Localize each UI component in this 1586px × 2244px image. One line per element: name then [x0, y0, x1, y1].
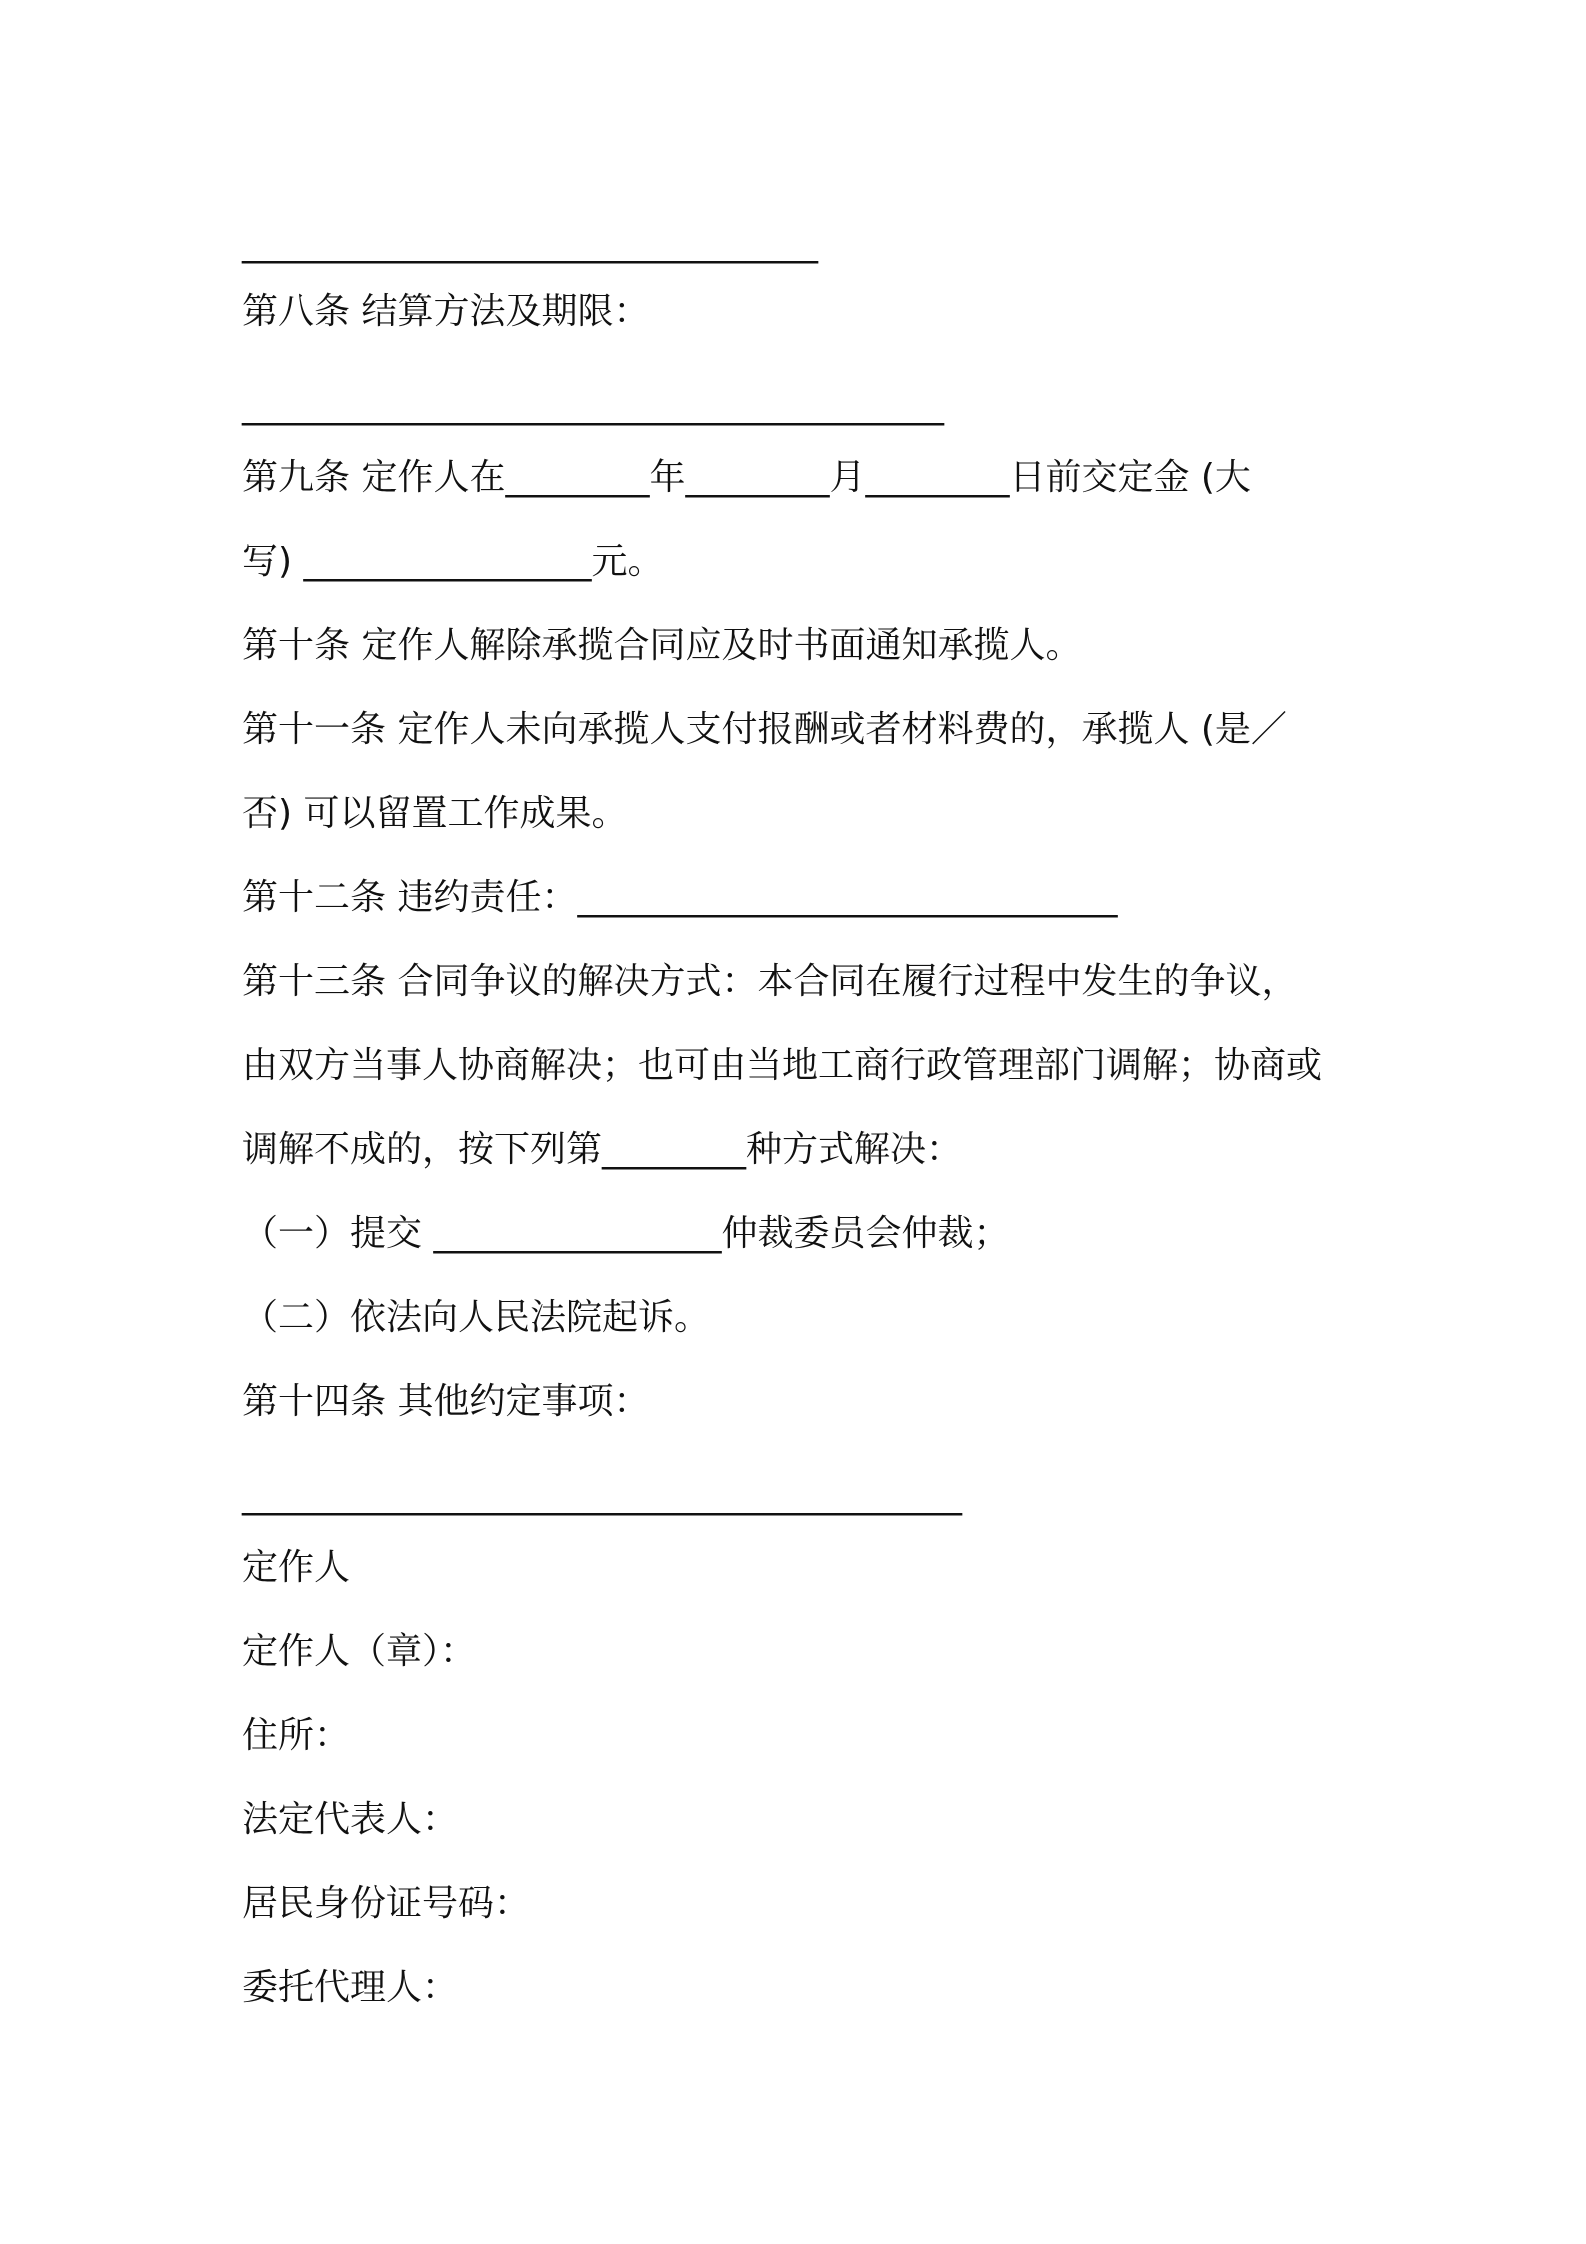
agent-label: 委托代理人： — [242, 1967, 459, 2008]
article-13-line-1: 第十三条 合同争议的解决方式：本合同在履行过程中发生的争议， — [242, 961, 1298, 1002]
article-11-line-2: 否) 可以留置工作成果。 — [242, 793, 628, 834]
article-9-line-1: 第九条 定作人在________年________月________日前交定金 (大 — [242, 457, 1251, 498]
article-10: 第十条 定作人解除承揽合同应及时书面通知承揽人。 — [242, 625, 1082, 666]
article-13-line-2: 由双方当事人协商解决；也可由当地工商行政管理部门调解；协商或 — [242, 1045, 1323, 1086]
article-12: 第十二条 违约责任：______________________________ — [242, 877, 1118, 918]
article-9-line-2: 写) ________________元。 — [242, 541, 664, 582]
article-8-heading: 第八条 结算方法及期限： — [242, 291, 650, 332]
article-13-option-1: （一）提交 ________________仲裁委员会仲裁； — [242, 1213, 1010, 1254]
article-11-line-1: 第十一条 定作人未向承揽人支付报酬或者材料费的，承揽人 (是／ — [242, 709, 1287, 750]
legal-rep-label: 法定代表人： — [242, 1799, 459, 1840]
blank-line-1: ________________________________ — [242, 223, 818, 264]
address-label: 住所： — [242, 1715, 351, 1756]
blank-line-3: ________________________________________ — [242, 1475, 962, 1516]
article-14-heading: 第十四条 其他约定事项： — [242, 1381, 650, 1422]
article-13-option-2: （二）依法向人民法院起诉。 — [242, 1297, 711, 1338]
blank-line-2: _______________________________________ — [242, 385, 944, 426]
id-number-label: 居民身份证号码： — [242, 1883, 531, 1924]
party-label: 定作人 — [242, 1547, 351, 1588]
party-seal-label: 定作人（章）： — [242, 1631, 477, 1672]
article-13-line-3: 调解不成的，按下列第________种方式解决： — [242, 1129, 963, 1170]
